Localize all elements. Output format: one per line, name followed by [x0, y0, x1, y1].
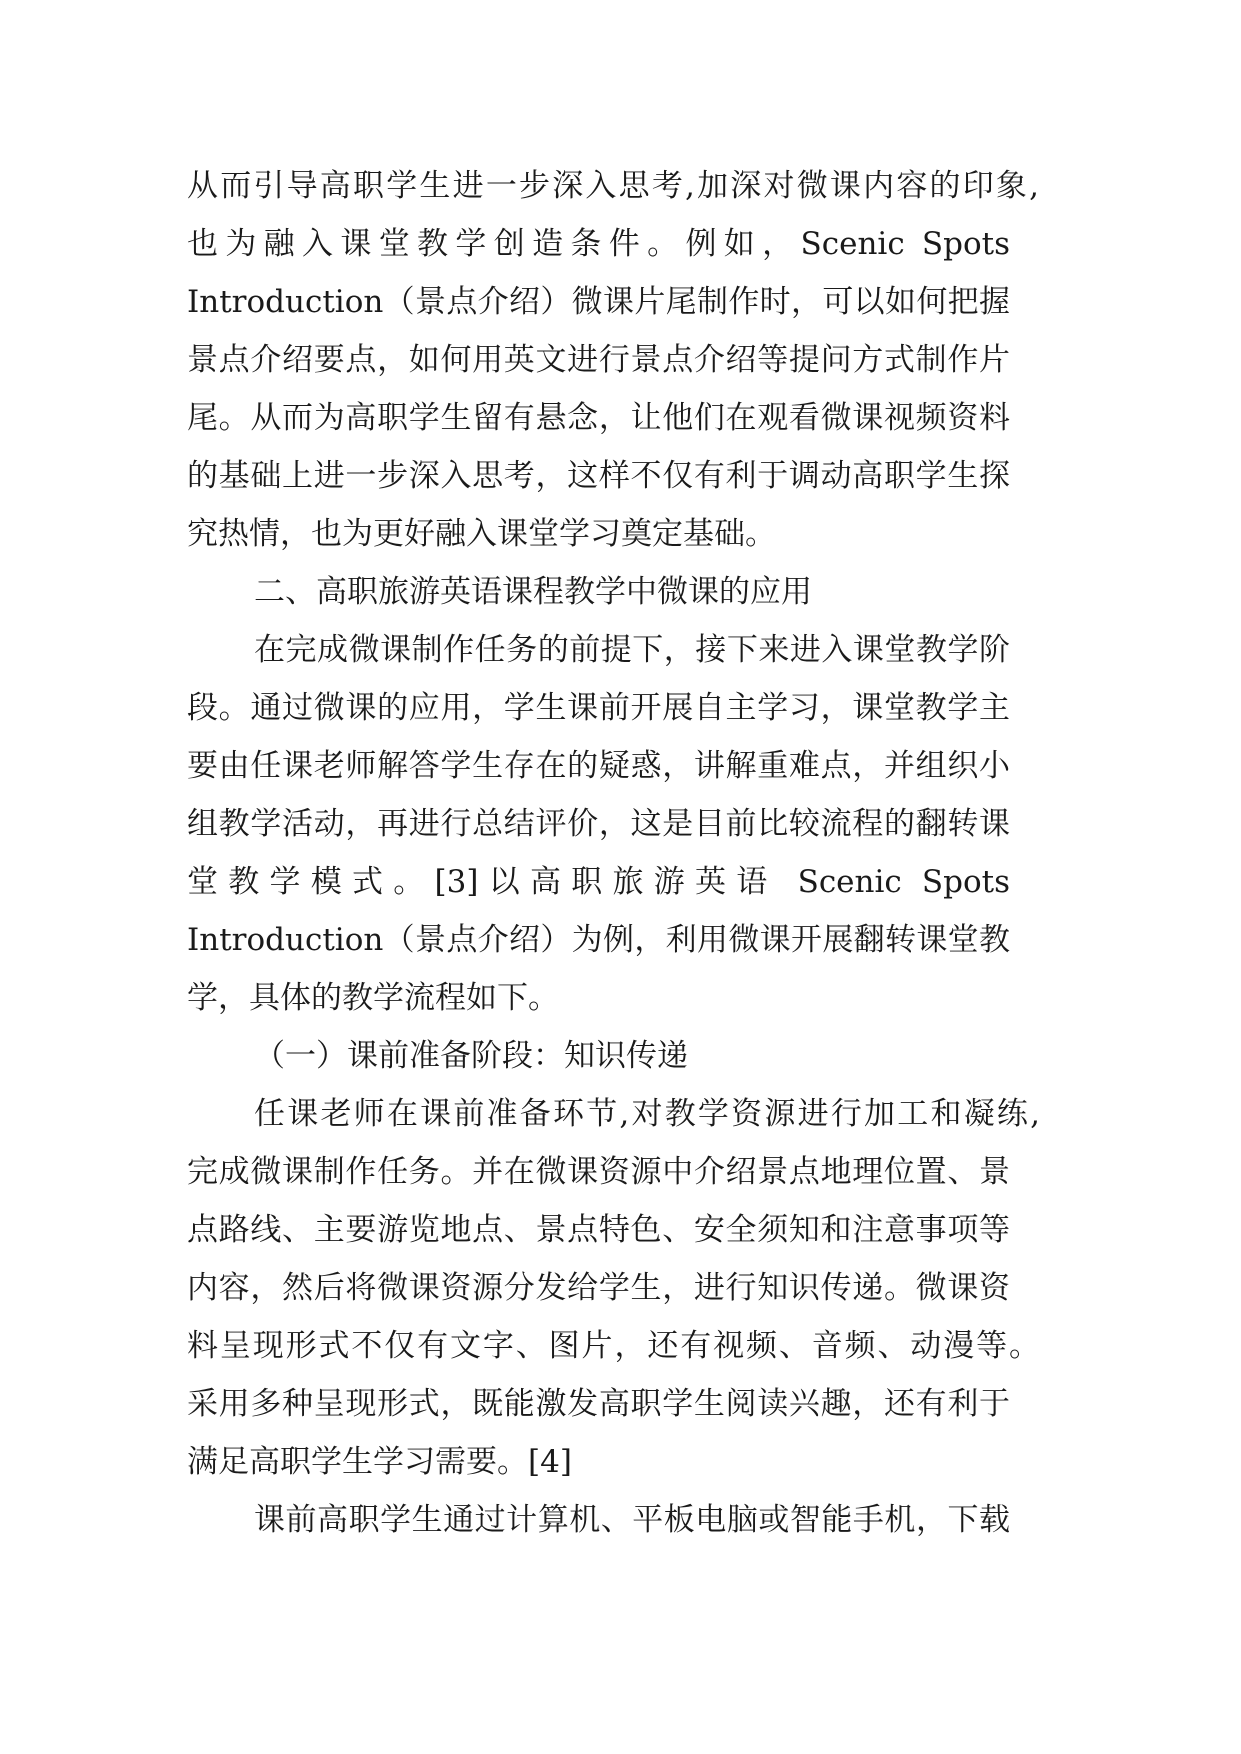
paragraph-line: 完成微课制作任务。并在微课资源中介绍景点地理位置、景	[187, 1154, 1010, 1190]
paragraph-line: 课前高职学生通过计算机、平板电脑或智能手机，下载	[254, 1502, 1010, 1538]
paragraph-line: 学，具体的教学流程如下。	[187, 980, 559, 1016]
paragraph-line: 料呈现形式不仅有文字、图片，还有视频、音频、动漫等。	[187, 1328, 1040, 1364]
paragraph-line: 的基础上进一步深入思考，这样不仅有利于调动高职学生探	[187, 458, 1010, 494]
paragraph-line: 组教学活动，再进行总结评价，这是目前比较流程的翻转课	[187, 806, 1010, 842]
paragraph-line: 在完成微课制作任务的前提下，接下来进入课堂教学阶	[254, 632, 1010, 668]
paragraph-line: 满足高职学生学习需要。[4]	[187, 1444, 572, 1480]
paragraph-line: Introduction（景点介绍）为例，利用微课开展翻转课堂教	[187, 922, 1010, 958]
paragraph-line: 从而引导高职学生进一步深入思考,加深对微课内容的印象,	[187, 168, 1039, 204]
paragraph-line: 也为融入课堂教学创造条件。例如，Scenic Spots	[187, 226, 1010, 262]
paragraph-line: 要由任课老师解答学生存在的疑惑，讲解重难点，并组织小	[187, 748, 1010, 784]
paragraph-line: 段。通过微课的应用，学生课前开展自主学习，课堂教学主	[187, 690, 1010, 726]
paragraph-line: 堂教学模式。[3]以高职旅游英语 Scenic Spots	[187, 864, 1010, 900]
paragraph-line: 尾。从而为高职学生留有悬念，让他们在观看微课视频资料	[187, 400, 1010, 436]
paragraph-line: 点路线、主要游览地点、景点特色、安全须知和注意事项等	[187, 1212, 1010, 1248]
paragraph-line: 采用多种呈现形式，既能激发高职学生阅读兴趣，还有利于	[187, 1386, 1010, 1422]
section-heading: 二、高职旅游英语课程教学中微课的应用	[254, 574, 812, 610]
paragraph-line: Introduction（景点介绍）微课片尾制作时，可以如何把握	[187, 284, 1010, 320]
paragraph-line: 究热情，也为更好融入课堂学习奠定基础。	[187, 516, 776, 552]
paragraph-line: 内容，然后将微课资源分发给学生，进行知识传递。微课资	[187, 1270, 1010, 1306]
paragraph-line: 任课老师在课前准备环节,对教学资源进行加工和凝练,	[254, 1096, 1040, 1132]
subsection-heading: （一）课前准备阶段：知识传递	[254, 1038, 688, 1074]
paragraph-line: 景点介绍要点，如何用英文进行景点介绍等提问方式制作片	[187, 342, 1010, 378]
